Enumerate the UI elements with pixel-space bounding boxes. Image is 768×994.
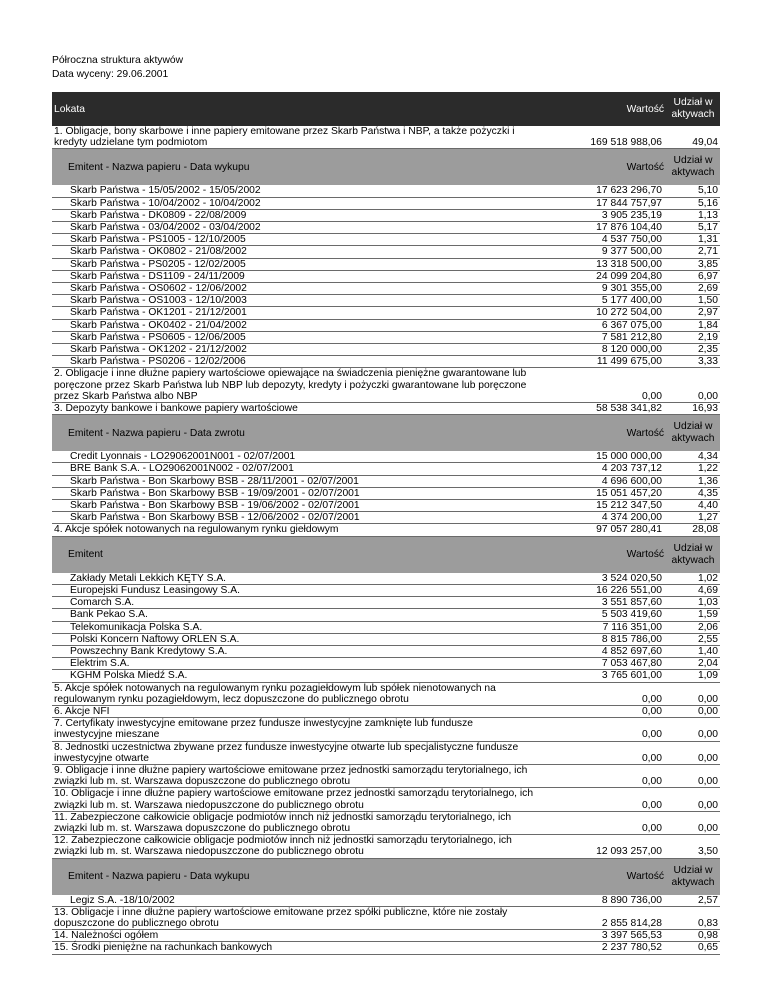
row-share: 1,50	[697, 295, 718, 307]
holding-row	[52, 356, 720, 368]
row-value: 4 203 737,12	[601, 463, 662, 475]
section-row	[52, 788, 720, 811]
row-value: 15 000 000,00	[596, 451, 662, 463]
holding-name: Powszechny Bank Kredytowy S.A.	[70, 645, 228, 657]
row-share: 1,59	[697, 609, 718, 621]
holding-row	[52, 198, 720, 210]
section-name: 11. Zabezpieczone całkowicie obligacje podmiotów innch niż jednostki samorządu terytorialnego, ich związki lub m. st. Warszawa dopuszczone do publicznego obrotu	[54, 811, 512, 834]
row-share: 2,19	[697, 331, 718, 343]
holding-row	[52, 320, 720, 332]
row-value: 3 524 020,50	[601, 572, 662, 584]
row-share: 2,97	[697, 307, 718, 319]
row-value: 169 518 988,06	[590, 137, 662, 149]
holding-name: Polski Koncern Naftowy ORLEN S.A.	[70, 633, 240, 645]
holding-row	[52, 259, 720, 271]
row-value: 4 537 750,00	[601, 234, 662, 246]
valuation-date: Data wyceny: 29.06.2001	[52, 69, 169, 80]
subheader-row	[52, 537, 720, 573]
holding-row	[52, 295, 720, 307]
row-value: 3 765 601,00	[601, 670, 662, 682]
row-share: 0,00	[697, 776, 718, 788]
holding-row	[52, 585, 720, 597]
subheader-value: Wartość	[626, 161, 664, 173]
holding-name: Zakłady Metali Lekkich KĘTY S.A.	[70, 572, 227, 584]
holding-row	[52, 670, 720, 682]
row-value: 2 855 814,28	[601, 917, 662, 929]
section-row	[52, 683, 720, 706]
holding-row	[52, 344, 720, 356]
row-share: 0,98	[697, 930, 718, 942]
row-value: 97 057 280,41	[596, 524, 662, 536]
row-share: 4,35	[697, 487, 718, 499]
holding-row	[52, 463, 720, 475]
subheader-value: Wartość	[626, 549, 664, 561]
row-value: 15 212 347,50	[596, 500, 662, 512]
row-value: 9 377 500,00	[601, 246, 662, 258]
holding-row	[52, 185, 720, 197]
section-row	[52, 765, 720, 788]
row-share: 0,00	[697, 752, 718, 764]
row-share: 5,17	[697, 222, 718, 234]
row-share: 4,34	[697, 451, 718, 463]
title-line-1: Półroczna struktura aktywów	[52, 55, 184, 66]
holding-name: KGHM Polska Miedź S.A.	[70, 670, 188, 682]
row-share: 4,69	[697, 584, 718, 596]
section-name: 8. Jednostki uczestnictwa zbywane przez fundusze inwestycyjne otwarte lub specjalistyczne fundusze inwestycyjne otwarte	[54, 741, 519, 764]
subheader-value: Wartość	[626, 427, 664, 439]
row-value: 8 815 786,00	[601, 633, 662, 645]
row-value: 8 120 000,00	[601, 344, 662, 356]
holding-row	[52, 307, 720, 319]
row-value: 3 397 565,53	[601, 930, 662, 942]
row-value: 0,00	[641, 705, 662, 717]
section-name: 6. Akcje NFI	[54, 705, 110, 717]
holding-name: BRE Bank S.A. - LO29062001N002 - 02/07/2001	[70, 463, 294, 475]
holding-row	[52, 646, 720, 658]
row-share: 0,00	[697, 729, 718, 741]
row-share: 5,16	[697, 197, 718, 209]
row-value: 6 367 075,00	[601, 319, 662, 331]
row-share: 0,00	[697, 822, 718, 834]
section-row	[52, 812, 720, 835]
row-value: 0,00	[641, 799, 662, 811]
row-share: 3,85	[697, 258, 718, 270]
row-value: 0,00	[641, 752, 662, 764]
section-row	[52, 930, 720, 942]
holding-row	[52, 234, 720, 246]
row-value: 17 844 757,97	[596, 197, 662, 209]
section-name: 3. Depozyty bankowe i bankowe papiery wartościowe	[54, 403, 298, 415]
row-value: 5 177 400,00	[601, 295, 662, 307]
section-row	[52, 403, 720, 415]
holding-row	[52, 488, 720, 500]
holding-name: Skarb Państwa - OS1003 - 12/10/2003	[70, 295, 247, 307]
holding-row	[52, 609, 720, 621]
holding-name: Skarb Państwa - Bon Skarbowy BSB - 19/06/2002 - 02/07/2001	[70, 500, 360, 512]
subheader-issuer: Emitent - Nazwa papieru - Data wykupu	[68, 161, 250, 173]
holding-name: Skarb Państwa - DK0809 - 22/08/2009	[70, 209, 247, 221]
section-row	[52, 835, 720, 858]
row-share: 2,35	[697, 344, 718, 356]
holding-name: Skarb Państwa - DS1109 - 24/11/2009	[70, 270, 245, 282]
holding-name: Elektrim S.A.	[70, 658, 130, 670]
row-value: 7 116 351,00	[602, 621, 662, 633]
subheader-share: Udział w aktywach	[671, 155, 715, 179]
section-row	[52, 706, 720, 718]
holding-row	[52, 210, 720, 222]
header-value: Wartość	[626, 103, 664, 115]
row-value: 7 581 212,80	[601, 331, 662, 343]
row-share: 0,00	[697, 693, 718, 705]
section-row	[52, 368, 720, 403]
row-value: 0,00	[641, 776, 662, 788]
row-share: 0,83	[697, 917, 718, 929]
subheader-share: Udział w aktywach	[671, 542, 715, 566]
row-value: 2 237 780,52	[601, 942, 662, 954]
row-share: 49,04	[692, 137, 718, 149]
holding-name: Skarb Państwa - PS0605 - 12/06/2005	[70, 331, 246, 343]
holding-name: Skarb Państwa - 15/05/2002 - 15/05/2002	[70, 185, 261, 197]
section-name: 15. Środki pieniężne na rachunkach bankowych	[54, 942, 273, 954]
row-value: 5 503 419,60	[601, 609, 662, 621]
section-row	[52, 742, 720, 765]
holding-name: Skarb Państwa - PS1005 - 12/10/2005	[70, 234, 246, 246]
holding-name: Skarb Państwa - 03/04/2002 - 03/04/2002	[70, 222, 261, 234]
row-value: 3 551 857,60	[601, 597, 662, 609]
header-lokata: Lokata	[54, 103, 85, 115]
subheader-issuer: Emitent - Nazwa papieru - Data wykupu	[68, 871, 250, 883]
row-share: 1,09	[697, 670, 718, 682]
subheader-row	[52, 415, 720, 451]
row-value: 0,00	[641, 822, 662, 834]
row-value: 17 623 296,70	[596, 185, 662, 197]
holding-row	[52, 246, 720, 258]
holding-name: Skarb Państwa - OK1202 - 21/12/2002	[70, 344, 247, 356]
section-row	[52, 942, 720, 954]
holding-row	[52, 451, 720, 463]
holding-row	[52, 634, 720, 646]
holding-name: Telekomunikacja Polska S.A.	[70, 621, 203, 633]
row-share: 1,03	[697, 597, 718, 609]
row-share: 0,00	[697, 390, 718, 402]
row-share: 2,57	[697, 894, 718, 906]
subheader-share: Udział w aktywach	[671, 864, 715, 888]
section-row	[52, 524, 720, 536]
row-share: 1,22	[697, 463, 718, 475]
holding-name: Skarb Państwa - PS0205 - 12/02/2005	[70, 258, 246, 270]
holding-name: Skarb Państwa - Bon Skarbowy BSB - 19/09/2001 - 02/07/2001	[70, 487, 360, 499]
holding-name: Legiz S.A. -18/10/2002	[70, 894, 175, 906]
holding-row	[52, 658, 720, 670]
holding-name: Skarb Państwa - OK0402 - 21/04/2002	[70, 319, 247, 331]
subheader-issuer: Emitent	[68, 549, 103, 561]
section-name: 12. Zabezpieczone całkowicie obligacje podmiotów innch niż jednostki samorządu terytorialnego, ich związki lub m. st. Warszawa niedopuszczone do publicznego obrotu	[54, 835, 512, 858]
row-share: 2,69	[697, 283, 718, 295]
row-share: 28,08	[692, 524, 718, 536]
holding-row	[52, 271, 720, 283]
row-value: 58 538 341,82	[596, 403, 662, 415]
holding-name: Skarb Państwa - 10/04/2002 - 10/04/2002	[70, 197, 261, 209]
row-value: 3 905 235,19	[601, 209, 662, 221]
holding-row	[52, 622, 720, 634]
holding-row	[52, 573, 720, 585]
document-title	[52, 54, 183, 82]
row-value: 15 051 457,20	[596, 487, 662, 499]
holding-name: Europejski Fundusz Leasingowy S.A.	[70, 584, 240, 596]
row-value: 4 696 600,00	[601, 475, 662, 487]
holding-row	[52, 283, 720, 295]
row-share: 2,06	[697, 621, 718, 633]
subheader-row	[52, 859, 720, 895]
section-row	[52, 907, 720, 930]
holding-name: Skarb Państwa - OK1201 - 21/12/2001	[70, 307, 247, 319]
holding-row	[52, 476, 720, 488]
section-name: 13. Obligacje i inne dłużne papiery wartościowe emitowane przez spółki publiczne, które nie zostały dopuszczone do publicznego obrotu	[54, 906, 508, 929]
row-share: 1,27	[697, 512, 718, 524]
assets-table	[52, 92, 720, 955]
holding-row	[52, 500, 720, 512]
row-value: 24 099 204,80	[596, 270, 662, 282]
row-share: 1,13	[697, 209, 718, 221]
table-header	[52, 92, 720, 126]
holding-name: Credit Lyonnais - LO29062001N001 - 02/07/2001	[70, 451, 296, 463]
subheader-issuer: Emitent - Nazwa papieru - Data zwrotu	[68, 427, 245, 439]
holding-name: Skarb Państwa - OK0802 - 21/08/2002	[70, 246, 247, 258]
holding-name: Skarb Państwa - OS0602 - 12/06/2002	[70, 283, 247, 295]
row-value: 4 852 697,60	[601, 645, 662, 657]
row-share: 1,36	[697, 475, 718, 487]
row-share: 0,00	[697, 799, 718, 811]
table-body	[52, 126, 720, 955]
row-share: 2,04	[697, 658, 718, 670]
row-share: 1,40	[697, 645, 718, 657]
holding-row	[52, 597, 720, 609]
row-share: 1,02	[697, 572, 718, 584]
row-value: 8 890 736,00	[601, 894, 662, 906]
row-value: 11 499 675,00	[596, 356, 662, 368]
row-share: 16,93	[692, 403, 718, 415]
row-share: 1,31	[697, 234, 718, 246]
holding-name: Bank Pekao S.A.	[70, 609, 148, 621]
row-value: 7 053 467,80	[601, 658, 662, 670]
row-value: 10 272 504,00	[596, 307, 662, 319]
row-value: 4 374 200,00	[601, 512, 662, 524]
holding-name: Comarch S.A.	[70, 597, 135, 609]
section-name: 4. Akcje spółek notowanych na regulowanym rynku giełdowym	[54, 524, 339, 536]
row-value: 0,00	[641, 693, 662, 705]
row-share: 0,65	[697, 942, 718, 954]
holding-name: Skarb Państwa - Bon Skarbowy BSB - 12/06/2002 - 02/07/2001	[70, 512, 360, 524]
section-name: 10. Obligacje i inne dłużne papiery wartościowe emitowane przez jednostki samorządu terytorialnego, ich związki lub m. st. Warszawa niedopuszczone do publicznego obrotu	[54, 788, 534, 811]
section-name: 14. Należności ogółem	[54, 930, 159, 942]
section-name: 2. Obligacje i inne dłużne papiery wartościowe opiewające na świadczenia pieniężne gwarantowane lub poręczone przez Skarb Państwa lub NBP lub depozyty, kredyty i pożyczki gwarantowane lub poręczone przez Skarb Państwa albo NBP	[54, 368, 527, 402]
row-value: 12 093 257,00	[596, 846, 662, 858]
holding-row	[52, 222, 720, 234]
holding-row	[52, 332, 720, 344]
section-name: 5. Akcje spółek notowanych na regulowanym rynku pozagiełdowym lub spółek nienotowanych na regulowanym rynku pozagiełdowym, lecz dopuszczone do publicznego obrotu	[54, 682, 496, 705]
section-row	[52, 126, 720, 149]
subheader-share: Udział w aktywach	[671, 421, 715, 445]
subheader-row	[52, 149, 720, 185]
row-share: 1,84	[697, 319, 718, 331]
row-value: 0,00	[641, 729, 662, 741]
section-row	[52, 718, 720, 741]
section-name: 7. Certyfikaty inwestycyjne emitowane przez fundusze inwestycyjne zamknięte lub fundusze inwestycyjne mieszane	[54, 718, 473, 741]
holding-row	[52, 895, 720, 907]
row-share: 3,50	[697, 846, 718, 858]
row-value: 17 876 104,40	[596, 222, 662, 234]
row-value: 0,00	[641, 390, 662, 402]
row-share: 3,33	[697, 356, 718, 368]
row-share: 2,71	[697, 246, 718, 258]
row-share: 6,97	[697, 270, 718, 282]
holding-row	[52, 512, 720, 524]
section-name: 1. Obligacje, bony skarbowe i inne papiery emitowane przez Skarb Państwa i NBP, a także pożyczki i kredyty udzielane tym podmiotom	[54, 126, 515, 149]
section-name: 9. Obligacje i inne dłużne papiery wartościowe emitowane przez jednostki samorządu terytorialnego, ich związki lub m. st. Warszawa dopuszczone do publicznego obrotu	[54, 764, 528, 788]
holding-name: Skarb Państwa - PS0206 - 12/02/2006	[70, 356, 246, 368]
row-value: 13 318 500,00	[596, 258, 662, 270]
row-share: 2,55	[697, 633, 718, 645]
row-share: 0,00	[697, 705, 718, 717]
row-value: 9 301 355,00	[601, 283, 662, 295]
row-value: 16 226 551,00	[596, 584, 662, 596]
row-share: 4,40	[697, 500, 718, 512]
holding-name: Skarb Państwa - Bon Skarbowy BSB - 28/11/2001 - 02/07/2001	[70, 475, 359, 487]
header-share: Udział w aktywach	[671, 97, 715, 120]
row-share: 5,10	[697, 185, 718, 197]
subheader-value: Wartość	[626, 871, 664, 883]
